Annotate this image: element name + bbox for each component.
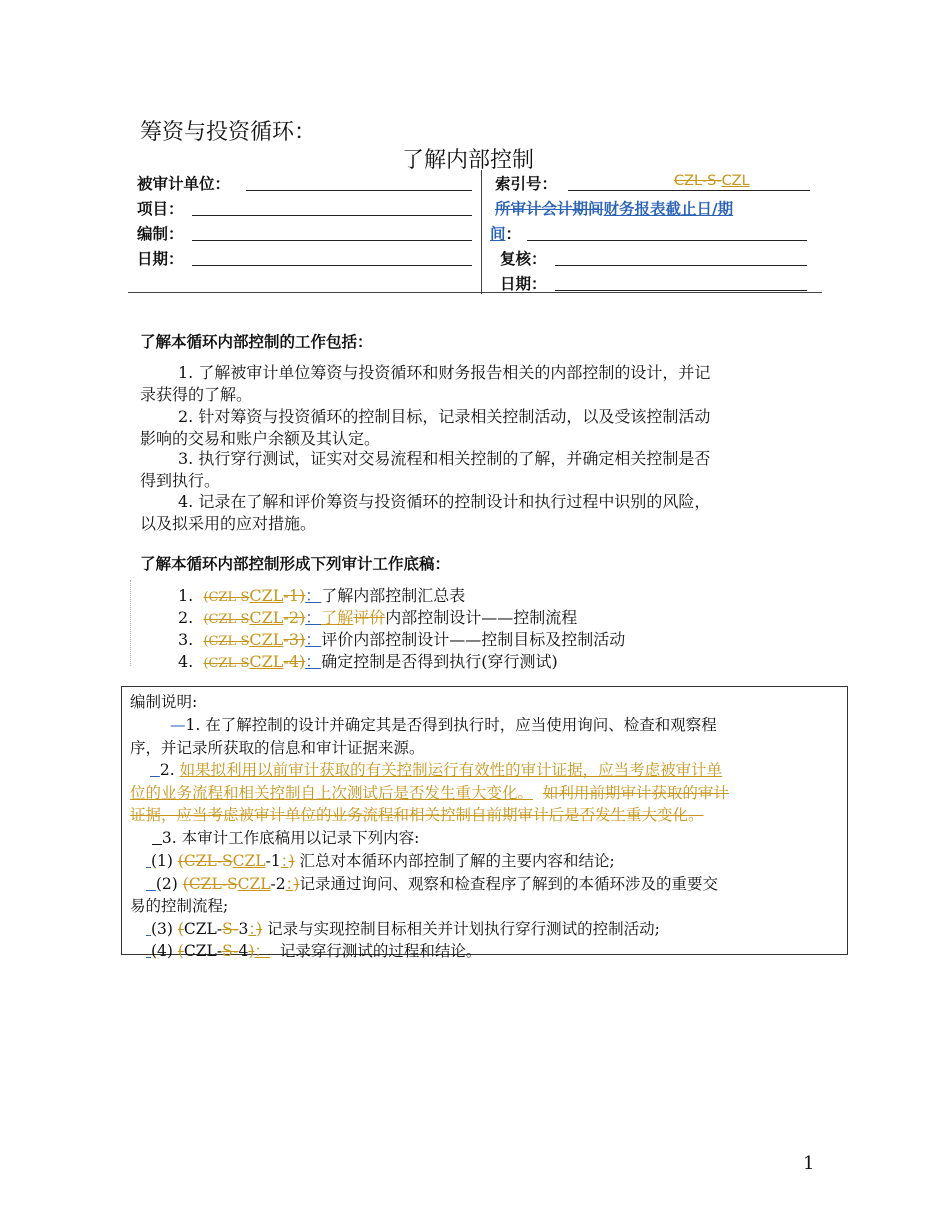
scope-item-4-line1: 4. 记录在了解和评价筹资与投资循环的控制设计和执行过程中识别的风险， [178, 492, 711, 511]
note-sub-2-cont: 易的控制流程; [130, 897, 229, 915]
scope-item-1-line1: 1. 了解被审计单位筹资与投资循环和财务报告相关的内部控制的设计，并记 [178, 363, 711, 382]
scope-item-4-line2: 以及拟采用的应对措施。 [140, 514, 317, 533]
scope-item-2-line2: 影响的交易和账户余额及其认定。 [140, 429, 381, 448]
change-bar [130, 580, 131, 666]
project-label: 项目： [137, 200, 184, 218]
date-label: 日期： [137, 250, 184, 268]
working-papers-heading: 了解本循环内部控制形成下列审计工作底稿： [140, 555, 451, 573]
note-2-line3: 证据，应当考虑被审计单位的业务流程和相关控制自前期审计后是否发生重大变化。 [130, 806, 704, 824]
note-1-line1: —1. 在了解控制的设计并确定其是否得到执行时，应当使用询问、检查和观察程 [170, 716, 717, 734]
preparer-label: 编制： [137, 225, 184, 243]
period-new-line1: 财务报表截止日/期 [603, 200, 734, 218]
paper-item-1: 1. (CZL-SCZL-1)：了解内部控制汇总表 [178, 586, 466, 605]
note-sub-4: (4) (CZL-S-4)： 记录穿行测试的过程和结论。 [150, 942, 482, 960]
reviewer-label: 复核： [500, 250, 547, 268]
period-old: 所审计会计期间 [495, 200, 604, 218]
scope-item-3-line2: 得到执行。 [140, 471, 221, 490]
period-label [495, 197, 733, 219]
review-date-label: 日期： [500, 275, 547, 293]
paper-item-3: 3. (CZL-SCZL-3)：评价内部控制设计——控制目标及控制活动 [178, 630, 626, 649]
notes-title: 编制说明: [130, 693, 198, 711]
info-bottom-rule [128, 292, 822, 293]
entity-label: 被审计单位： [137, 175, 231, 193]
period-field[interactable] [527, 240, 807, 241]
scope-item-1-line2: 录获得的了解。 [140, 385, 253, 404]
note-sub-3: (3) (CZL-S-3：) 记录与实现控制目标相关并计划执行穿行测试的控制活动; [150, 920, 660, 938]
index-old: CZL-S- [674, 173, 722, 189]
paper-item-2: 2. (CZL-SCZL-2)：了解评价内部控制设计——控制流程 [178, 608, 578, 627]
index-new: CZL [721, 173, 750, 189]
review-date-field[interactable] [555, 290, 807, 291]
page-number: 1 [803, 1153, 815, 1174]
paper-item-4: 4. (CZL-SCZL-4)：确定控制是否得到执行(穿行测试) [178, 652, 558, 671]
index-label: 索引号： [495, 175, 558, 193]
period-label-line2 [490, 222, 521, 244]
note-sub-1: (1) (CZL-SCZL-1：) 汇总对本循环内部控制了解的主要内容和结论; [150, 852, 615, 870]
period-colon: ： [505, 225, 522, 243]
work-scope-heading: 了解本循环内部控制的工作包括： [140, 333, 373, 351]
scope-item-2-line1: 2. 针对筹资与投资循环的控制目标，记录相关控制活动，以及受该控制活动 [178, 407, 711, 426]
scope-item-3-line1: 3. 执行穿行测试，证实对交易流程和相关控制的了解，并确定相关控制是否 [178, 449, 711, 468]
note-3: 3. 本审计工作底稿用以记录下列内容: [161, 829, 420, 847]
document-title: 了解内部控制 [402, 148, 535, 173]
note-sub-2: (2) (CZL-SCZL-2：)记录通过询问、观察和检查程序了解到的本循环涉及的重要交 [155, 875, 718, 893]
period-new-line2: 间 [490, 225, 506, 243]
info-divider [481, 170, 482, 294]
reviewer-field[interactable] [555, 265, 807, 266]
note-2-line1: 2. 如果拟利用以前审计获取的有关控制运行有效性的审计证据，应当考虑被审计单 [159, 761, 723, 779]
entity-field[interactable] [246, 190, 472, 191]
index-value [674, 173, 750, 189]
project-field[interactable] [192, 215, 472, 216]
index-field[interactable] [568, 190, 810, 191]
preparer-field[interactable] [192, 240, 472, 241]
date-field[interactable] [192, 265, 472, 266]
note-1-line2: 序，并记录所获取的信息和审计证据来源。 [130, 739, 425, 757]
section-title: 筹资与投资循环： [140, 120, 317, 145]
note-2-line2: 位的业务流程和相关控制自上次测试后是否发生重大变化。 如利用前期审计获取的审计 [130, 784, 729, 802]
